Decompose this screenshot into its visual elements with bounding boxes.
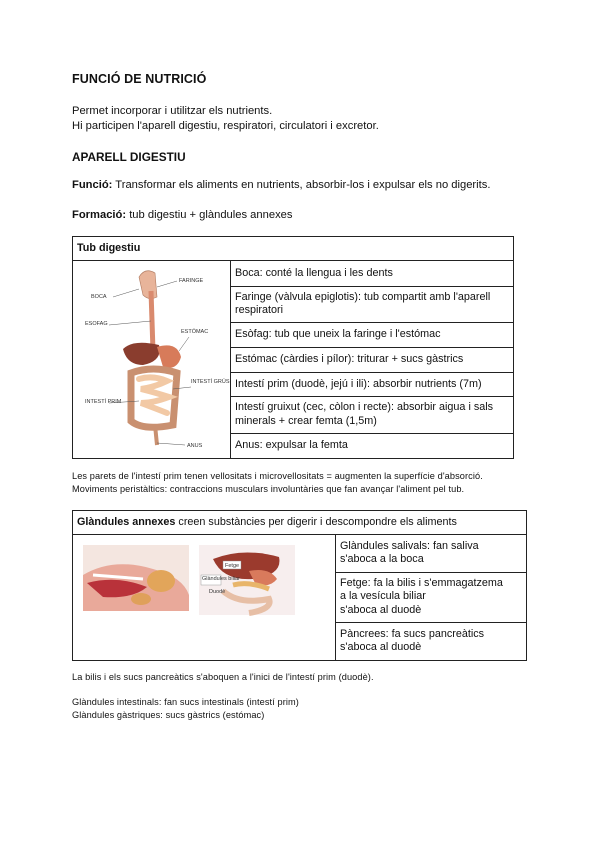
gland-notes	[72, 696, 299, 721]
digestive-system-diagram	[73, 261, 230, 453]
note-gastriques: Glàndules gàstriques: sucs gàstrics (estómac)	[72, 709, 265, 720]
intro-line-2: Hi participen l'aparell digestiu, respiratori, circulatori i excretor.	[72, 120, 379, 132]
note-intestinals: Glàndules intestinals: fan sucs intestinals (intestí prim)	[72, 697, 299, 707]
gland-row-fetge	[336, 572, 527, 622]
gland-pancrees-line2: s'aboca al duodè	[340, 641, 422, 654]
tube-row-intesti-prim: Intestí prim (duodè, jejú i ili): absorbir nutrients (7m)	[231, 372, 514, 397]
page-title: FUNCIÓ DE NUTRICIÓ	[72, 72, 207, 86]
function-line	[72, 178, 490, 193]
glands-header	[73, 511, 527, 535]
intro-paragraph	[72, 104, 379, 134]
tube-row-estomac: Estómac (càrdies i pílor): triturar + sucs gàstrics	[231, 347, 514, 372]
diagram-label-intesti-prim: INTESTÍ PRIM	[85, 399, 122, 405]
diagram-label-estomac: ESTÓMAC	[181, 329, 209, 335]
diagram-label-esofag: ESOFAG	[85, 321, 108, 327]
gland-label-biliar: Glàndules biliar	[202, 576, 240, 582]
glands-diagram	[73, 535, 335, 655]
gland-label-fetge: Fetge	[225, 563, 240, 569]
tube-row-boca: Boca: conté la llengua i les dents	[231, 261, 514, 287]
gland-label-duode: Duodè	[209, 589, 226, 595]
tube-row-anus: Anus: expulsar la femta	[231, 433, 514, 458]
intro-line-1: Permet incorporar i utilitzar els nutrients.	[72, 105, 273, 117]
diagram-label-faringe: FARINGE	[179, 278, 204, 284]
intestine-notes	[72, 470, 483, 495]
section-title: APARELL DIGESTIU	[72, 150, 186, 164]
glands-diagram-cell	[73, 535, 336, 661]
note-vellositats: Les parets de l'intestí prim tenen vellositats i microvellositats = augmenten la superfície d'absorció.	[72, 471, 483, 481]
glands-table	[72, 510, 527, 661]
formation-line	[72, 208, 292, 223]
gland-fetge-line3: s'aboca al duodè	[340, 603, 422, 616]
tube-row-intesti-gruixut: Intestí gruixut (cec, còlon i recte): absorbir aigua i sals minerals + crear femta (1,5m)	[231, 397, 514, 434]
formation-label: Formació:	[72, 209, 127, 221]
formation-text: tub digestiu + glàndules annexes	[126, 209, 293, 221]
gland-salivals-line1: Glàndules salivals: fan saliva	[340, 539, 479, 552]
function-text: Transformar els aliments en nutrients, absorbir-los i expulsar els no digerits.	[112, 179, 491, 191]
digestive-diagram-cell	[73, 261, 231, 459]
bile-note: La bilis i els sucs pancreàtics s'aboquen a l'inici de l'intestí prim (duodè).	[72, 672, 374, 682]
tube-row-faringe: Faringe (vàlvula epiglotis): tub compartit amb l'aparell respiratori	[231, 286, 514, 323]
function-label: Funció:	[72, 179, 113, 191]
digestive-tube-header: Tub digestiu	[73, 237, 514, 261]
gland-row-pancrees	[336, 622, 527, 660]
diagram-label-anus: ANUS	[187, 443, 203, 449]
glands-header-bold: Glàndules annexes	[77, 515, 176, 528]
gland-row-salivals	[336, 535, 527, 573]
glands-header-rest: creen substàncies per digerir i descompondre els aliments	[175, 515, 457, 528]
gland-fetge-line2: a la vesícula biliar	[340, 590, 426, 603]
gland-pancrees-line1: Pàncrees: fa sucs pancreàtics	[340, 627, 485, 640]
diagram-label-boca: BOCA	[91, 294, 107, 300]
tube-row-esofag: Esòfag: tub que uneix la faringe i l'estómac	[231, 323, 514, 348]
gland-fetge-line1: Fetge: fa la bilis i s'emmagatzema	[340, 576, 503, 589]
gland-salivals-line2: s'aboca a la boca	[340, 553, 424, 566]
note-peristaltics: Moviments peristàltics: contraccions musculars involuntàries que fan avançar l'aliment pel tub.	[72, 483, 465, 494]
diagram-label-intesti-grus: INTESTÍ GRÚS	[191, 379, 230, 385]
digestive-tube-table	[72, 236, 514, 459]
